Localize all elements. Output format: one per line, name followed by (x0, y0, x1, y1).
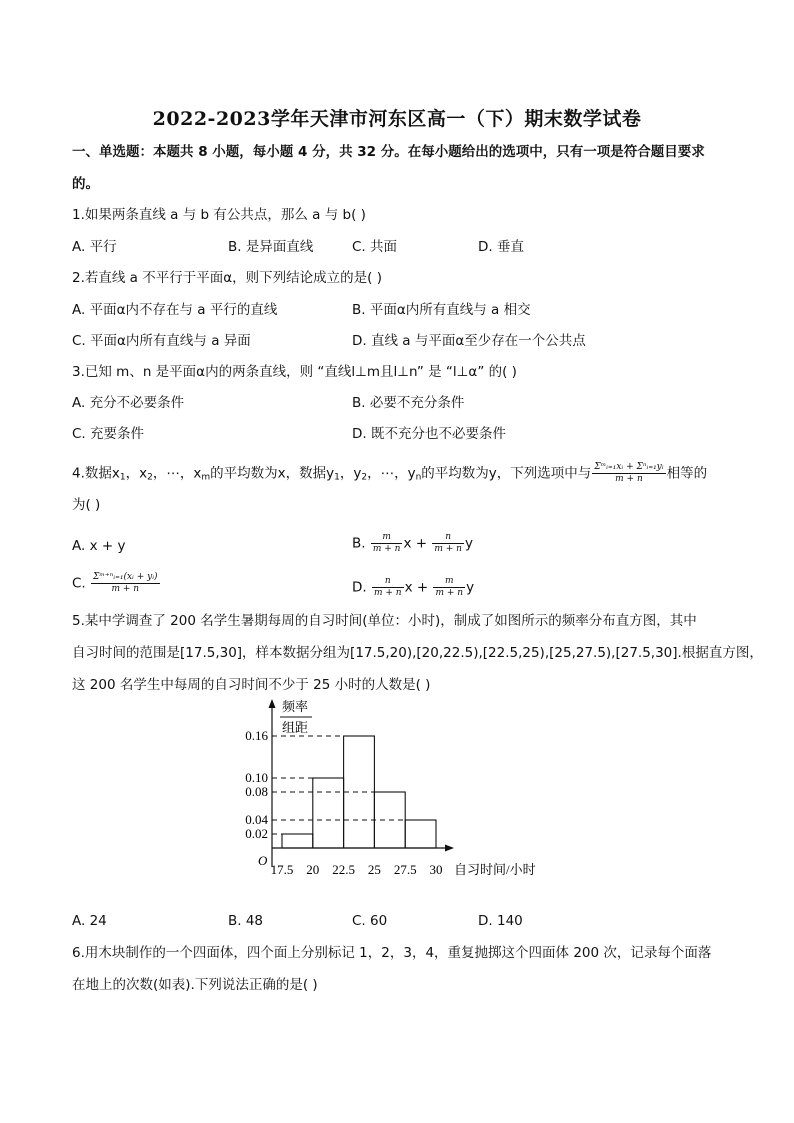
y-tick-label: 0.02 (245, 826, 268, 841)
x-tick-label: 27.5 (393, 862, 417, 877)
x-tick-label: 25 (367, 862, 381, 877)
section-heading: 一、单选题：本题共 8 小题，每小题 4 分，共 32 分。在每小题给出的选项中，只有一项是符合题目要求 (72, 144, 705, 160)
question-5-stem-3: 这 200 名学生中每周的自习时间不少于 25 小时的人数是( ) (72, 677, 431, 693)
y-tick-label: 0.08 (245, 784, 268, 799)
question-5-stem-1: 5.某中学调查了 200 名学生暑期每周的自习时间(单位：小时)，制成了如图所示的频率分布直方图，其中 (72, 613, 697, 629)
question-2-option-c: C. 平面α内所有直线与 a 异面 (72, 333, 251, 349)
histogram-bar (282, 834, 313, 848)
question-6-stem-2: 在地上的次数(如表).下列说法正确的是( ) (72, 977, 318, 993)
histogram-bar (313, 778, 344, 848)
y-label-bottom: 组距 (282, 720, 309, 735)
question-4-option-b: B. $\frac{m}{m + n}$ x + $\frac{n}{m + n}$ y (352, 532, 473, 554)
y-label-top: 频率 (282, 699, 309, 714)
question-5-option-a: A. 24 (72, 913, 107, 929)
page-title: 2022-2023学年天津市河东区高一（下）期末数学试卷 (152, 108, 642, 130)
question-1-option-d: D. 垂直 (478, 239, 524, 255)
x-tick-label: 30 (429, 862, 443, 877)
question-4-option-d: D. $\frac{n}{m + n}$ x + $\frac{m}{m + n}$ y (352, 576, 475, 598)
question-3-option-a: A. 充分不必要条件 (72, 395, 185, 411)
x-axis-arrow (445, 845, 454, 852)
y-axis-arrow (269, 699, 276, 708)
histogram-bar (405, 820, 436, 848)
question-4-option-c: C. $\frac{\text{Σᵐ⁺ⁿᵢ₌₁(xᵢ + yᵢ)}}{m + n}$ (72, 572, 158, 594)
question-2-option-a: A. 平面α内不存在与 a 平行的直线 (72, 302, 278, 318)
question-5-option-c: C. 60 (352, 913, 388, 929)
y-tick-label: 0.04 (245, 812, 268, 827)
origin-label: O (258, 853, 268, 868)
x-tick-label: 20 (306, 862, 320, 877)
x-tick-label: 22.5 (332, 862, 355, 877)
y-tick-label: 0.16 (245, 728, 268, 743)
question-1-option-b: B. 是异面直线 (228, 239, 314, 255)
question-3-option-b: B. 必要不充分条件 (352, 395, 465, 411)
question-4-fraction: $\frac{\text{Σᵐᵢ₌₁xᵢ + Σⁿᵢ₌₁yᵢ}}{m + n}$ (594, 462, 664, 484)
question-4-option-a: A. x + y (72, 538, 126, 554)
question-1-option-a: A. 平行 (72, 239, 117, 255)
y-tick-label: 0.10 (245, 770, 268, 785)
question-2-stem: 2.若直线 a 不平行于平面α，则下列结论成立的是( ) (72, 270, 382, 286)
question-1-option-c: C. 共面 (352, 239, 398, 255)
question-6-stem-1: 6.用木块制作的一个四面体，四个面上分别标记 1，2，3，4，重复抛掷这个四面体 200 次，记录每个面落 (72, 945, 712, 961)
question-4-stem-tail: 为( ) (72, 497, 101, 513)
x-tick-label: 17.5 (270, 862, 294, 877)
question-3-option-d: D. 既不充分也不必要条件 (352, 426, 506, 442)
question-2-option-b: B. 平面α内所有直线与 a 相交 (352, 302, 531, 318)
question-5-stem-2: 自习时间的范围是[17.5,30]，样本数据分组为[17.5,20),[20,22.5),[22.5,25),[25,27.5),[27.5,30].根据直方图， (72, 645, 763, 661)
section-heading-cont: 的。 (72, 176, 99, 192)
x-axis-label: 自习时间/小时 (454, 862, 536, 877)
question-2-option-d: D. 直线 a 与平面α至少存在一个公共点 (352, 333, 586, 349)
frequency-histogram (230, 695, 570, 885)
question-5-option-d: D. 140 (478, 913, 523, 929)
question-4-stem: 4.数据$x_1$，$x_2$，⋯，$x_m$的平均数为x，数据$y_1$，$y_2$，⋯，$y_n$的平均数为y，下列选项中与 $\frac{\text{Σᵐᵢ₌₁xᵢ + Σⁿᵢ₌₁yᵢ}}{m + n}$ 相等的 (72, 462, 708, 484)
question-5-option-b: B. 48 (228, 913, 264, 929)
question-3-stem: 3.已知 m、n 是平面α内的两条直线，则 “直线l⊥m且l⊥n” 是 “l⊥α” 的( ) (72, 364, 517, 380)
question-1-stem: 1.如果两条直线 a 与 b 有公共点，那么 a 与 b( ) (72, 207, 366, 223)
question-3-option-c: C. 充要条件 (72, 426, 145, 442)
